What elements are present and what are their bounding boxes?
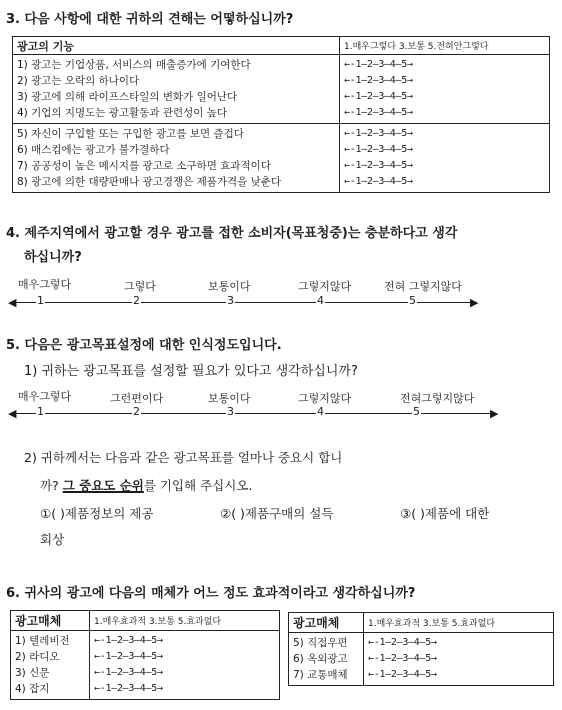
q5-option-1[interactable]: ①( )제품정보의 제공 <box>40 506 154 521</box>
media-item: 7) 교통매체 <box>293 669 348 681</box>
q3-scale-header: 1.매우그렇다 3.보통 5.전혀안그렇다 <box>340 37 550 55</box>
q5-option-3[interactable]: ③( )제품에 대한 <box>400 506 490 521</box>
media-item: 3) 신문 <box>15 667 50 679</box>
q5-option-2[interactable]: ②( )제품구매의 설득 <box>220 506 334 521</box>
scale-number[interactable]: 1 <box>37 405 44 418</box>
rating-scale[interactable]: ←-1—2—3—4—5→ <box>368 653 437 664</box>
rating-scale[interactable]: ←-1—2—3—4—5→ <box>344 107 413 118</box>
q6-right-scale-header: 1.매우효과적 3.보통 5.효과없다 <box>364 613 554 633</box>
rating-scale[interactable]: ←-1—2—3—4—5→ <box>94 667 163 678</box>
q3-item: 6) 매스컴에는 광고가 불가결하다 <box>17 144 170 156</box>
q3-item: 2) 광고는 오락의 하나이다 <box>17 75 140 87</box>
q5-label: 보통이다 <box>208 392 251 405</box>
arrow-right-icon: ▶ <box>470 296 479 309</box>
rating-scale[interactable]: ←-1—2—3—4—5→ <box>344 91 413 102</box>
q6-left-table <box>10 610 280 700</box>
scale-line <box>14 302 474 303</box>
scale-number[interactable]: 3 <box>227 294 234 307</box>
q4-label: 보통이다 <box>208 280 251 293</box>
scale-number[interactable]: 5 <box>409 294 416 307</box>
scale-number[interactable]: 3 <box>227 405 234 418</box>
q5-sub2: 2) 귀하께서는 다음과 같은 광고목표를 얼마나 중요시 합니 <box>24 450 343 465</box>
q5-label: 그런편이다 <box>110 392 164 405</box>
q6-left-scale-header: 1.매우효과적 3.보통 5.효과없다 <box>90 611 280 631</box>
scale-number[interactable]: 4 <box>317 294 324 307</box>
q5-label: 전혀그렇지않다 <box>400 392 475 405</box>
scale-number[interactable]: 1 <box>37 294 44 307</box>
media-item: 6) 옥외광고 <box>293 653 348 665</box>
rating-scale[interactable]: ←-1—2—3—4—5→ <box>344 59 413 70</box>
scale-number[interactable]: 2 <box>133 405 140 418</box>
arrow-right-icon: ▶ <box>490 407 499 420</box>
q3-title: 3. 다음 사항에 대한 귀하의 견해는 어떻하십니까? <box>6 12 294 27</box>
rating-scale[interactable]: ←-1—2—3—4—5→ <box>368 637 437 648</box>
q6-right-header: 광고매체 <box>289 613 364 633</box>
q4-label: 그렇지않다 <box>298 280 352 293</box>
q5-sub2-prefix: 까? <box>40 478 63 493</box>
q5-sub2-cont <box>40 476 252 494</box>
media-item: 4) 잡지 <box>15 683 50 695</box>
q5-title: 5. 다음은 광고목표설정에 대한 인식정도입니다. <box>6 338 282 353</box>
arrow-left-icon: ◀ <box>8 296 17 309</box>
q3-item: 8) 광고에 의한 대량판매나 광고경쟁은 제품가격을 낮춘다 <box>17 176 282 188</box>
q3-item: 3) 광고에 의해 라이프스타일의 변화가 일어난다 <box>17 91 238 103</box>
q3-group1-scales <box>340 55 550 124</box>
media-item: 2) 라디오 <box>15 651 60 663</box>
media-item: 1) 텔레비전 <box>15 635 70 647</box>
q4-label: 매우그렇다 <box>18 278 72 291</box>
q6-right-scales <box>364 633 554 686</box>
q4-title: 4. 제주지역에서 광고할 경우 광고를 접한 소비자(목표청중)는 충분하다고 생각 <box>6 226 458 241</box>
rating-scale[interactable]: ←-1—2—3—4—5→ <box>94 635 163 646</box>
scale-number[interactable]: 4 <box>317 405 324 418</box>
q3-column-header: 광고의 기능 <box>13 37 340 55</box>
q4-label: 그렇다 <box>124 280 156 293</box>
q3-item: 4) 기업의 지명도는 광고활동과 관련성이 높다 <box>17 107 228 119</box>
q5-sub2-suffix: 를 기입해 주십시오. <box>143 478 253 493</box>
q3-item: 7) 공공성이 높은 메시지를 광고로 소구하면 효과적이다 <box>17 160 271 172</box>
q6-left-items <box>11 631 90 700</box>
scale-number[interactable]: 5 <box>413 405 420 418</box>
q6-left-header: 광고매체 <box>11 611 90 631</box>
q5-label: 매우그렇다 <box>18 390 72 403</box>
q5-sub1: 1) 귀하는 광고목표를 설정할 필요가 있다고 생각하십니까? <box>24 364 358 379</box>
q3-table <box>12 36 550 193</box>
q6-left-scales <box>90 631 280 700</box>
q5-sub2-emphasis: 그 중요도 순위 <box>62 478 144 493</box>
rating-scale[interactable]: ←-1—2—3—4—5→ <box>344 176 413 187</box>
q3-item: 5) 자신이 구입할 또는 구입한 광고를 보면 즐겁다 <box>17 128 244 140</box>
q3-group1 <box>13 55 340 124</box>
rating-scale[interactable]: ←-1—2—3—4—5→ <box>344 160 413 171</box>
q4-label: 전혀 그렇지않다 <box>384 280 462 293</box>
rating-scale[interactable]: ←-1—2—3—4—5→ <box>344 128 413 139</box>
arrow-left-icon: ◀ <box>8 407 17 420</box>
media-item: 5) 직접우편 <box>293 637 348 649</box>
q6-right-items <box>289 633 364 686</box>
q6-right-table <box>288 612 554 686</box>
q5-option-3-cont: 회상 <box>40 532 65 547</box>
q5-label: 그렇지않다 <box>298 392 352 405</box>
rating-scale[interactable]: ←-1—2—3—4—5→ <box>94 683 163 694</box>
q4-title-cont: 하십니까? <box>24 250 82 265</box>
rating-scale[interactable]: ←-1—2—3—4—5→ <box>368 669 437 680</box>
rating-scale[interactable]: ←-1—2—3—4—5→ <box>344 75 413 86</box>
q3-group2 <box>13 124 340 193</box>
q3-item: 1) 광고는 기업상품, 서비스의 매출증가에 기여한다 <box>17 59 251 71</box>
q3-group2-scales <box>340 124 550 193</box>
rating-scale[interactable]: ←-1—2—3—4—5→ <box>94 651 163 662</box>
q6-title: 6. 귀사의 광고에 다음의 매체가 어느 정도 효과적이라고 생각하십니까? <box>6 586 416 601</box>
rating-scale[interactable]: ←-1—2—3—4—5→ <box>344 144 413 155</box>
scale-number[interactable]: 2 <box>133 294 140 307</box>
scale-line <box>14 413 494 414</box>
